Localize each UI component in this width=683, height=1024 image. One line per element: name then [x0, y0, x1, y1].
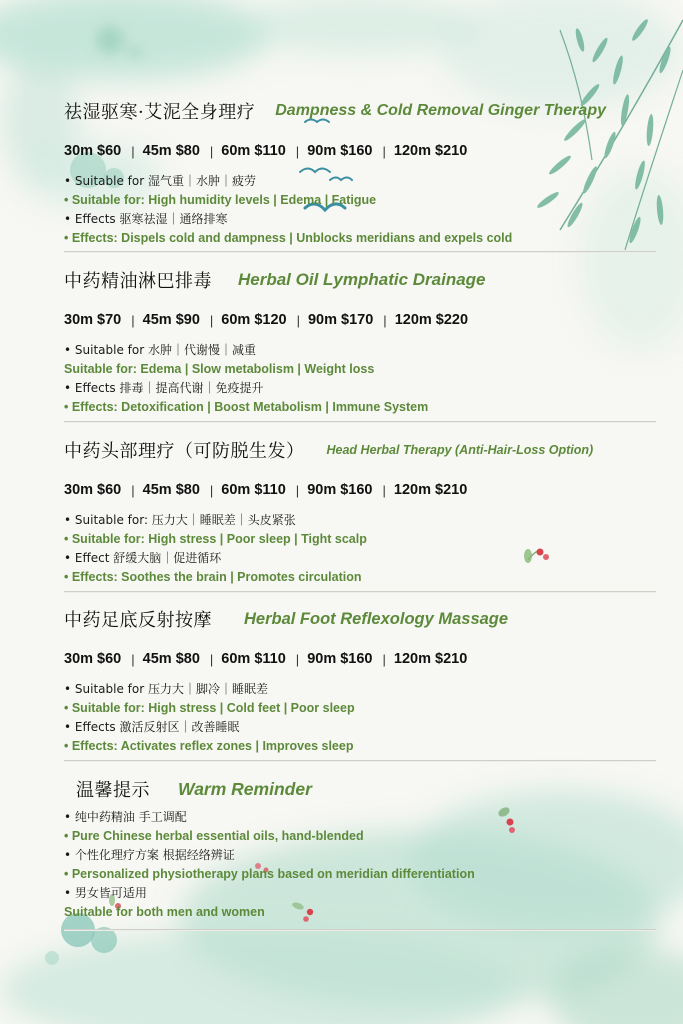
reminder-item-en: • Personalized physiotherapy plans based on meridian differentiation — [64, 867, 475, 881]
price-item: 30m $60 — [64, 651, 122, 667]
reminder-title-zh: 温馨提示 — [76, 780, 150, 801]
suitable-for-zh: • Suitable for: 压力大｜睡眠差｜头皮紧张 — [64, 513, 296, 527]
price-item: 30m $60 — [64, 482, 122, 498]
effects-en: • Effects: Dispels cold and dampness | Unblocks meridians and expels cold — [64, 231, 513, 245]
suitable-for-en: • Suitable for: High humidity levels | Edema | Fatigue — [64, 193, 377, 207]
price-item: 120m $210 — [393, 143, 468, 159]
section-title-row — [64, 772, 656, 806]
service-section-head-therapy — [64, 433, 656, 587]
price-item: 30m $70 — [64, 312, 122, 328]
service-section-foot-reflexology — [64, 602, 656, 756]
price-item: 120m $210 — [393, 482, 468, 498]
service-details — [64, 172, 656, 248]
section-divider — [64, 760, 656, 762]
effects-zh: • Effects 激活反射区｜改善睡眠 — [64, 720, 240, 734]
section-title-row — [64, 433, 656, 467]
section-divider — [64, 421, 656, 423]
suitable-for-en: Suitable for: Edema | Slow metabolism | Weight loss — [64, 362, 375, 376]
service-details — [64, 341, 656, 417]
service-title-en: Herbal Oil Lymphatic Drainage — [238, 270, 486, 289]
service-title-en: Herbal Foot Reflexology Massage — [244, 609, 509, 628]
price-item: 45m $80 — [142, 482, 200, 498]
price-item: 45m $90 — [142, 312, 200, 328]
price-item: 45m $80 — [142, 143, 200, 159]
price-list: 30m $60 | 45m $80 | 60m $110 | 90m $160 | 120m $210 — [64, 651, 468, 667]
service-details — [64, 680, 656, 756]
price-item: 120m $220 — [394, 312, 469, 328]
price-item: 60m $110 — [221, 143, 286, 159]
price-item: 30m $60 — [64, 143, 122, 159]
service-details — [64, 511, 656, 587]
service-title-en: Dampness & Cold Removal Ginger Therapy — [275, 102, 606, 119]
price-list: 30m $60 | 45m $80 | 60m $110 | 90m $160 | 120m $210 — [64, 482, 468, 498]
price-item: 60m $110 — [221, 651, 286, 667]
reminder-item-zh: • 男女皆可适用 — [64, 886, 147, 900]
effects-zh: • Effects 驱寒祛湿｜通络排寒 — [64, 212, 228, 226]
service-title-zh: 中药精油淋巴排毒 — [64, 271, 212, 292]
effects-en: • Effects: Detoxification | Boost Metabolism | Immune System — [64, 400, 429, 414]
reminder-list — [64, 808, 656, 922]
section-title-row — [64, 602, 656, 636]
suitable-for-en: • Suitable for: High stress | Cold feet | Poor sleep — [64, 701, 355, 715]
reminder-item-zh: • 个性化理疗方案 根据经络辨证 — [64, 848, 235, 862]
effects-zh: • Effect 舒缓大脑｜促进循环 — [64, 551, 222, 565]
price-item: 120m $210 — [393, 651, 468, 667]
section-divider — [64, 929, 656, 931]
price-item: 90m $160 — [307, 651, 373, 667]
price-item: 90m $170 — [307, 312, 374, 328]
suitable-for-zh: • Suitable for 压力大｜脚冷｜睡眠差 — [64, 682, 268, 696]
price-item: 90m $160 — [307, 482, 373, 498]
effects-zh: • Effects 排毒｜提高代谢｜免疫提升 — [64, 381, 264, 395]
price-item: 90m $160 — [307, 143, 373, 159]
service-title-zh: 祛湿驱寒·艾泥全身理疗 — [64, 102, 256, 123]
price-item: 45m $80 — [142, 651, 200, 667]
suitable-for-zh: • Suitable for 水肿｜代谢慢｜减重 — [64, 343, 256, 357]
suitable-for-zh: • Suitable for 湿气重｜水肿｜疲劳 — [64, 174, 256, 188]
warm-reminder-section — [64, 772, 656, 922]
reminder-title-en: Warm Reminder — [178, 778, 312, 799]
effects-en: • Effects: Activates reflex zones | Improves sleep — [64, 739, 354, 753]
section-divider — [64, 251, 656, 253]
price-item: 60m $120 — [221, 312, 287, 328]
service-title-zh: 中药头部理疗（可防脱生发） — [64, 441, 305, 462]
suitable-for-en: • Suitable for: High stress | Poor sleep | Tight scalp — [64, 532, 367, 546]
reminder-item-en: Suitable for both men and women — [64, 905, 265, 919]
reminder-item-zh: • 纯中药精油 手工调配 — [64, 810, 187, 824]
price-item: 60m $110 — [221, 482, 286, 498]
price-list: 30m $60 | 45m $80 | 60m $110 | 90m $160 | 120m $210 — [64, 143, 468, 159]
service-section-ginger-therapy — [64, 94, 656, 248]
section-title-row — [64, 263, 656, 297]
service-section-lymphatic-drainage — [64, 263, 656, 417]
service-title-zh: 中药足底反射按摩 — [64, 610, 212, 631]
reminder-item-en: • Pure Chinese herbal essential oils, hand-blended — [64, 829, 364, 843]
effects-en: • Effects: Soothes the brain | Promotes circulation — [64, 570, 362, 584]
price-list: 30m $70 | 45m $90 | 60m $120 | 90m $170 | 120m $220 — [64, 312, 469, 328]
section-title-row — [64, 94, 656, 128]
service-title-en: Head Herbal Therapy (Anti-Hair-Loss Option) — [326, 443, 594, 457]
section-divider — [64, 591, 656, 593]
